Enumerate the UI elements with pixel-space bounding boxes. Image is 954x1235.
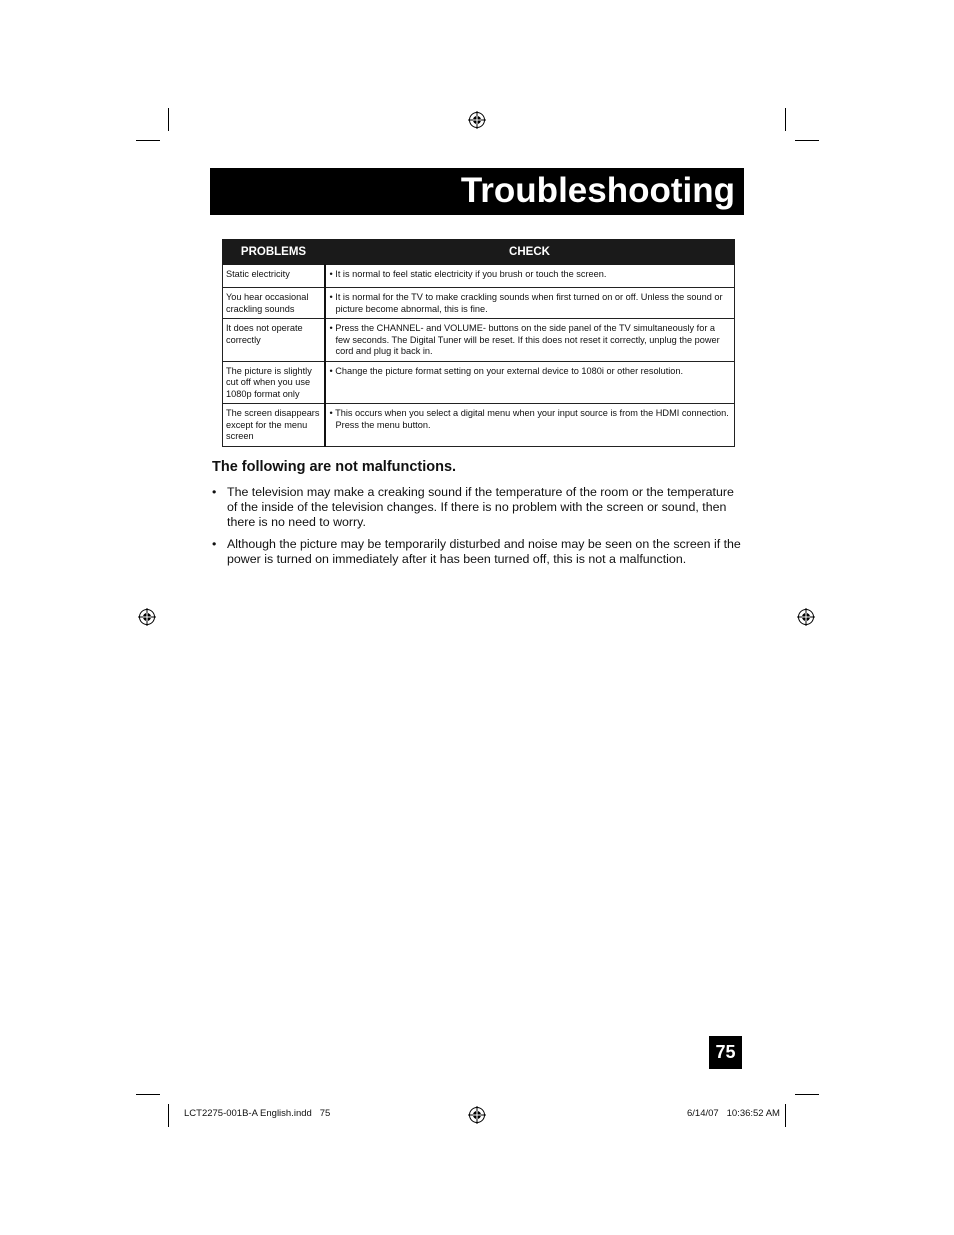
check-text: • It is normal to feel static electricity if you brush or touch the screen. [329, 269, 607, 279]
check-text: • It is normal for the TV to make crackling sounds when first turned on or off. Unless the sound or picture become abnormal, this is fine. [329, 292, 723, 314]
crop-mark [785, 1104, 786, 1127]
page-title: Troubleshooting [460, 171, 735, 210]
table-header-row [223, 240, 735, 265]
table-row [223, 265, 735, 288]
list-item-text: The television may make a creaking sound if the temperature of the room or the temperature of the inside of the television changes. If there is no problem with the screen or sound, then there is no need to worry. [227, 485, 734, 529]
crop-mark [785, 108, 786, 131]
check-cell [325, 319, 735, 362]
footer-datetime: 6/14/07 10:36:52 AM [687, 1108, 780, 1119]
list-item-text: Although the picture may be temporarily disturbed and noise may be seen on the screen if the power is turned on immediately after it has been turned off, this is not a malfunction. [227, 537, 741, 566]
check-text: • This occurs when you select a digital menu when your input source is from the HDMI connection. Press the menu button. [329, 408, 729, 430]
check-text: • Press the CHANNEL- and VOLUME- buttons on the side panel of the TV simultaneously for a few seconds. The Digital Tuner will be reset. If this does not reset it correctly, unplug the power cord and plug it back in. [329, 323, 720, 356]
bullet-icon: • [212, 537, 217, 551]
troubleshooting-table [222, 239, 735, 447]
column-header-check: CHECK [325, 240, 735, 265]
list-item [212, 537, 742, 567]
column-header-problems: PROBLEMS [223, 240, 325, 265]
crop-mark [136, 1094, 160, 1095]
registration-crosshair-icon [138, 608, 156, 626]
registration-crosshair-icon [468, 111, 486, 129]
table-row [223, 288, 735, 319]
registration-crosshair-icon [468, 1106, 486, 1124]
footer-file-info: LCT2275-001B-A English.indd 75 [184, 1108, 331, 1119]
crop-mark [136, 140, 160, 141]
problem-cell: It does not operate correctly [223, 319, 325, 362]
check-cell [325, 361, 735, 404]
bullet-icon: • [212, 485, 217, 499]
problem-cell: The picture is slightly cut off when you use 1080p format only [223, 361, 325, 404]
crop-mark [795, 1094, 819, 1095]
problem-cell: Static electricity [223, 265, 325, 288]
check-text: • Change the picture format setting on your external device to 1080i or other resolution. [329, 365, 684, 376]
page-number: 75 [709, 1036, 742, 1069]
registration-crosshair-icon [797, 608, 815, 626]
problem-cell: The screen disappears except for the menu screen [223, 404, 325, 447]
table-row [223, 361, 735, 404]
crop-mark [795, 140, 819, 141]
problem-cell: You hear occasional crackling sounds [223, 288, 325, 319]
crop-mark [168, 1104, 169, 1127]
notes-heading: The following are not malfunctions. [212, 459, 457, 475]
table-row [223, 319, 735, 362]
check-cell [325, 404, 735, 447]
crop-mark [168, 108, 169, 131]
table-row [223, 404, 735, 447]
title-bar [210, 168, 744, 215]
check-cell [325, 265, 735, 288]
list-item [212, 485, 742, 530]
check-cell [325, 288, 735, 319]
